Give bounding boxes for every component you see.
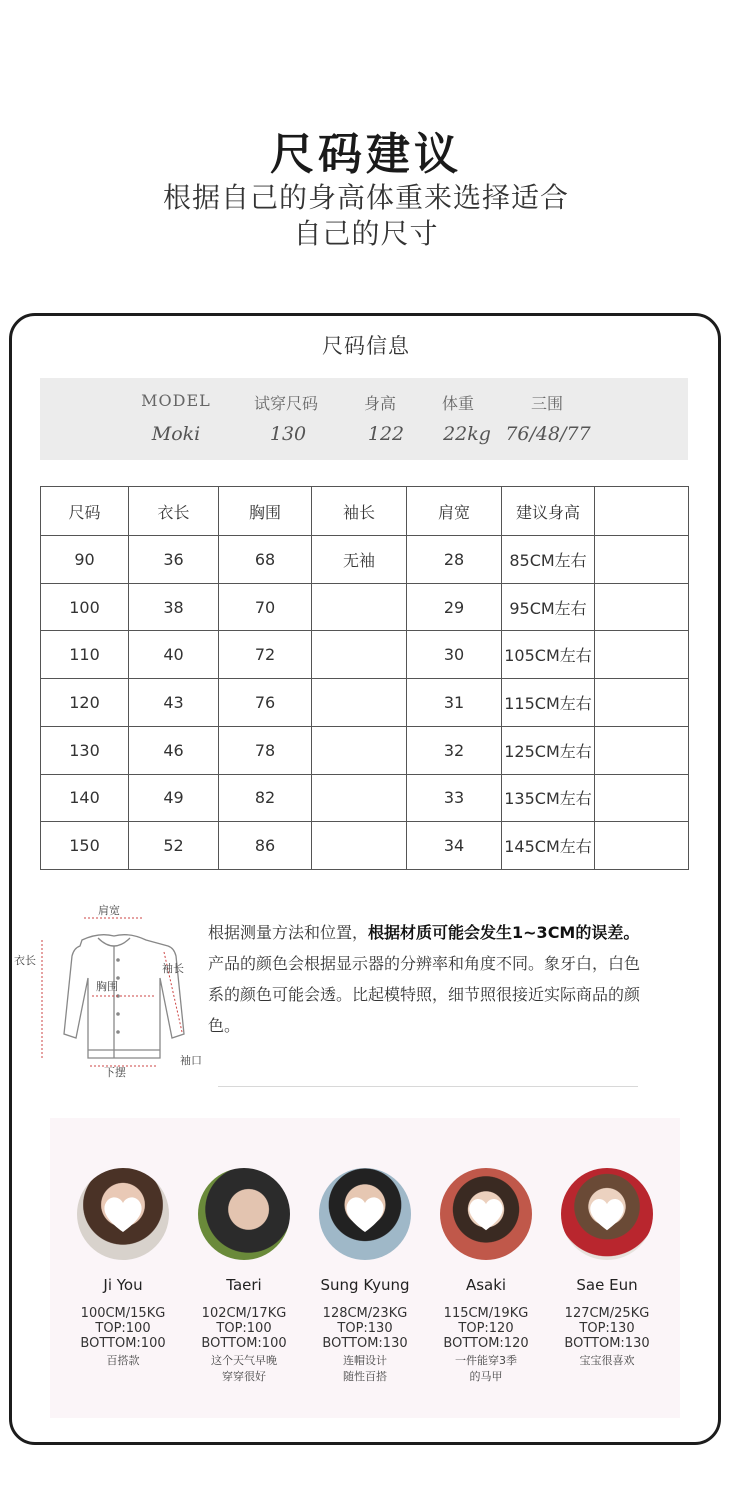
size-table-cell: 110: [41, 631, 129, 679]
size-table-header-cell: [595, 487, 689, 536]
kid-bottom-size: BOTTOM:130: [322, 1336, 408, 1351]
kid-card: [303, 1168, 427, 1385]
model-value-cell: 22kg: [443, 423, 491, 445]
size-table-cell: [312, 583, 407, 631]
model-header-cell: MODEL: [141, 391, 211, 410]
size-table-cell: 38: [129, 583, 219, 631]
size-table-cell: 78: [219, 726, 312, 774]
kid-height-weight: 115CM/19KG: [443, 1306, 529, 1321]
diagram-label-chest: 胸围: [96, 980, 118, 993]
size-table-cell: [312, 679, 407, 727]
kid-bottom-size: BOTTOM:130: [564, 1336, 650, 1351]
kid-height-weight: 128CM/23KG: [322, 1306, 408, 1321]
kid-note: [545, 1353, 669, 1369]
diagram-label-cuff: 袖口: [180, 1054, 202, 1067]
kid-stats: [303, 1306, 427, 1351]
size-table-header-cell: 衣长: [129, 487, 219, 536]
size-table-cell: 95CM左右: [502, 583, 595, 631]
size-table-cell: 135CM左右: [502, 774, 595, 822]
kid-avatar: [561, 1168, 653, 1260]
size-table-cell: [312, 774, 407, 822]
diagram-label-hem: 下摆: [104, 1066, 126, 1079]
note-text-2: 产品的颜色会根据显示器的分辨率和角度不同。象牙白，白色系的颜色可能会透。比起模特照，细节照很接近实际商品的颜色。: [208, 954, 641, 1035]
size-table-cell: 120: [41, 679, 129, 727]
heart-icon: [343, 1194, 387, 1234]
model-header-cell: 三围: [530, 394, 563, 413]
kid-top-size: TOP:130: [579, 1321, 635, 1336]
size-table-cell: 70: [219, 583, 312, 631]
model-info-panel: [40, 378, 688, 460]
kid-note: [424, 1353, 548, 1385]
kid-note: [303, 1353, 427, 1385]
size-table-header-cell: 袖长: [312, 487, 407, 536]
kid-top-size: TOP:120: [458, 1321, 514, 1336]
heart-icon: [587, 1196, 627, 1232]
kid-note-line: 宝宝很喜欢: [579, 1354, 635, 1367]
size-table-cell: [312, 822, 407, 870]
kid-note-line: 随性百搭: [343, 1370, 387, 1383]
kid-height-weight: 100CM/15KG: [80, 1306, 166, 1321]
size-table-cell: 46: [129, 726, 219, 774]
kid-note-line: 一件能穿3季: [455, 1354, 517, 1367]
size-table-cell: 无袖: [312, 536, 407, 584]
kid-name: Ji You: [103, 1276, 143, 1294]
note-text-1: 根据测量方法和位置，: [208, 923, 369, 942]
size-table-cell: 52: [129, 822, 219, 870]
size-table: [40, 486, 689, 870]
kid-note-line: 连帽设计: [343, 1354, 387, 1367]
page-subtitle: [0, 180, 732, 252]
model-header-cell: 试穿尺码: [253, 394, 318, 413]
kid-height-weight: 102CM/17KG: [201, 1306, 287, 1321]
subtitle-line-2: 自己的尺寸: [293, 217, 439, 250]
size-table-cell: [595, 774, 689, 822]
kid-stats: [61, 1306, 185, 1351]
model-header-cell: 身高: [363, 394, 396, 413]
kid-avatar: [198, 1168, 290, 1260]
kid-stats: [545, 1306, 669, 1351]
size-table-cell: 68: [219, 536, 312, 584]
kid-bottom-size: BOTTOM:100: [201, 1336, 287, 1351]
measurement-note: [208, 917, 648, 1041]
size-table-row: [41, 583, 689, 631]
size-table-cell: [595, 631, 689, 679]
size-table-cell: 49: [129, 774, 219, 822]
model-value-cell: Moki: [151, 423, 201, 445]
size-table-cell: [595, 822, 689, 870]
kid-name: Taeri: [226, 1276, 262, 1294]
diagram-label-length: 衣长: [14, 954, 36, 967]
size-table-cell: [595, 536, 689, 584]
size-table-cell: 29: [407, 583, 502, 631]
size-table-header-cell: 胸围: [219, 487, 312, 536]
kid-note-line: 穿穿很好: [222, 1370, 266, 1383]
kid-name: Sae Eun: [576, 1276, 638, 1294]
kid-avatar: [440, 1168, 532, 1260]
size-table-cell: [595, 726, 689, 774]
subtitle-line-1: 根据自己的身高体重来选择适合: [162, 181, 569, 214]
kid-card: [61, 1168, 185, 1369]
size-table-row: [41, 726, 689, 774]
size-table-cell: 125CM左右: [502, 726, 595, 774]
kid-avatar: [319, 1168, 411, 1260]
size-table-cell: 86: [219, 822, 312, 870]
kid-stats: [424, 1306, 548, 1351]
cardigan-measurement-diagram: [14, 900, 209, 1080]
size-table-cell: 90: [41, 536, 129, 584]
kid-note-line: 百搭款: [106, 1354, 140, 1367]
size-table-row: [41, 822, 689, 870]
model-header-row: [40, 391, 688, 425]
kid-height-weight: 127CM/25KG: [564, 1306, 650, 1321]
size-table-row: [41, 774, 689, 822]
size-table-cell: 40: [129, 631, 219, 679]
size-table-row: [41, 679, 689, 727]
size-table-cell: 115CM左右: [502, 679, 595, 727]
model-value-row: [40, 423, 688, 457]
kid-note: [182, 1353, 306, 1385]
kid-note-line: 这个天气早晚: [211, 1354, 277, 1367]
model-value-cell: 76/48/77: [505, 423, 591, 445]
note-bold-text: 根据材质可能会发生1~3CM的误差。: [368, 923, 640, 942]
size-table-row: [41, 536, 689, 584]
size-table-cell: 82: [219, 774, 312, 822]
size-table-cell: 36: [129, 536, 219, 584]
size-table-cell: 150: [41, 822, 129, 870]
size-table-header-cell: 建议身高: [502, 487, 595, 536]
size-table-cell: 34: [407, 822, 502, 870]
kid-avatar: [77, 1168, 169, 1260]
size-table-cell: 30: [407, 631, 502, 679]
size-table-cell: 105CM左右: [502, 631, 595, 679]
size-table-cell: [595, 679, 689, 727]
kid-bottom-size: BOTTOM:120: [443, 1336, 529, 1351]
size-table-cell: 32: [407, 726, 502, 774]
kid-bottom-size: BOTTOM:100: [80, 1336, 166, 1351]
kid-card: [545, 1168, 669, 1369]
model-value-cell: 130: [269, 423, 307, 445]
size-table-header-cell: 尺码: [41, 487, 129, 536]
kid-card: [424, 1168, 548, 1385]
size-table-cell: 85CM左右: [502, 536, 595, 584]
size-table-cell: 140: [41, 774, 129, 822]
model-value-cell: 122: [367, 423, 405, 445]
model-header-cell: 体重: [441, 394, 474, 413]
size-table-cell: 31: [407, 679, 502, 727]
kid-top-size: TOP:100: [216, 1321, 272, 1336]
kid-name: Sung Kyung: [320, 1276, 410, 1294]
size-table-cell: 76: [219, 679, 312, 727]
heart-icon: [101, 1194, 145, 1234]
diagram-label-shoulder: 肩宽: [98, 904, 120, 917]
size-table-row: [41, 631, 689, 679]
page-title: 尺码建议: [270, 129, 462, 180]
size-table-cell: 43: [129, 679, 219, 727]
size-table-cell: 130: [41, 726, 129, 774]
size-table-header-cell: 肩宽: [407, 487, 502, 536]
kid-stats: [182, 1306, 306, 1351]
kid-note: [61, 1353, 185, 1369]
size-table-cell: 28: [407, 536, 502, 584]
size-table-cell: [312, 631, 407, 679]
card-title: 尺码信息: [322, 334, 410, 358]
diagram-label-sleeve: 袖长: [162, 962, 184, 975]
size-table-cell: [595, 583, 689, 631]
kid-top-size: TOP:130: [337, 1321, 393, 1336]
heart-icon: [466, 1196, 506, 1232]
kid-card: [182, 1168, 306, 1385]
size-table-header-row: [41, 487, 689, 536]
kid-top-size: TOP:100: [95, 1321, 151, 1336]
section-divider: [218, 1086, 638, 1087]
kid-name: Asaki: [465, 1276, 507, 1294]
size-table-cell: 33: [407, 774, 502, 822]
size-table-cell: 145CM左右: [502, 822, 595, 870]
kid-note-line: 的马甲: [469, 1370, 503, 1383]
size-table-cell: 72: [219, 631, 312, 679]
size-table-cell: [312, 726, 407, 774]
size-table-cell: 100: [41, 583, 129, 631]
